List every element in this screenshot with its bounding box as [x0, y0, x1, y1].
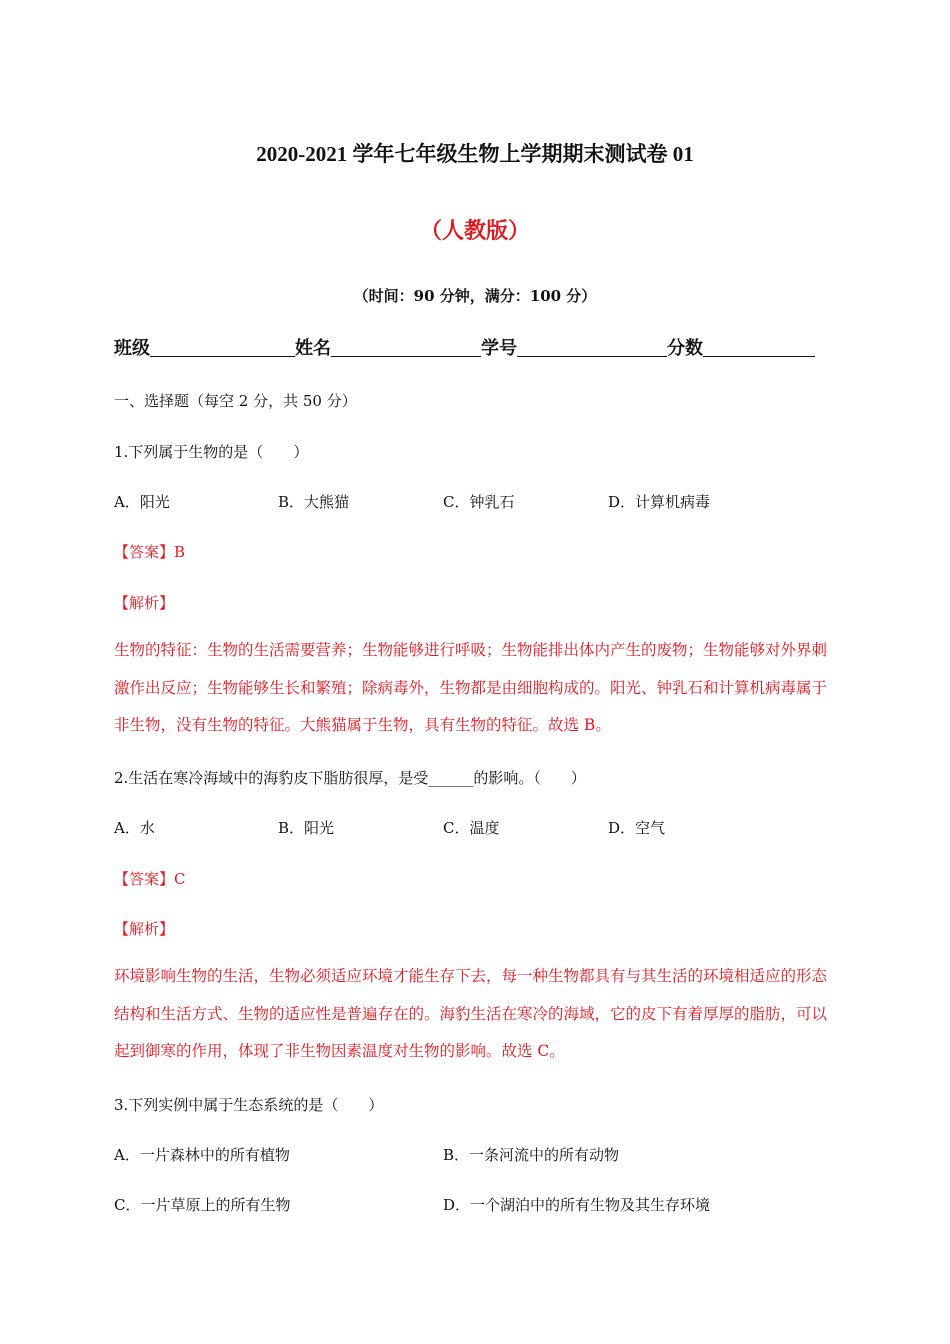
- question-1-option-d[interactable]: D．计算机病毒: [608, 493, 711, 511]
- score-label: 分数: [667, 338, 703, 359]
- question-3-option-b[interactable]: B．一条河流中的所有动物: [443, 1146, 620, 1164]
- name-label: 姓名: [295, 338, 331, 359]
- exam-subtitle: （人教版）: [419, 218, 530, 244]
- question-1-option-a[interactable]: A．阳光: [114, 493, 170, 511]
- question-1-stem: 1.下列属于生物的是（ ）: [114, 443, 309, 461]
- question-1-answer: 【答案】B: [114, 543, 186, 561]
- score-blank[interactable]: [703, 338, 815, 357]
- question-2-analysis-label: 【解析】: [114, 920, 175, 938]
- exam-title: 2020-2021 学年七年级生物上学期期末测试卷 01: [256, 142, 694, 166]
- name-blank[interactable]: [331, 338, 481, 357]
- question-1-option-b[interactable]: B．大熊猫: [278, 493, 350, 511]
- question-2-answer: 【答案】C: [114, 870, 186, 888]
- class-label: 班级: [114, 338, 150, 359]
- question-1-analysis-label: 【解析】: [114, 594, 175, 612]
- question-3-option-a[interactable]: A．一片森林中的所有植物: [114, 1146, 290, 1164]
- question-2-option-b[interactable]: B．阳光: [278, 819, 335, 837]
- question-3-option-d[interactable]: D．一个湖泊中的所有生物及其生存环境: [443, 1196, 711, 1214]
- question-2-explanation: 环境影响生物的生活，生物必须适应环境才能生存下去，每一种生物都具有与其生活的环境相适应的形态结构和生活方式、生物的适应性是普遍存在的。海豹生活在寒冷的海域，它的皮下有着厚厚的脂肪，可以起到御寒的作用，体现了非生物因素温度对生物的影响。故选 C。: [114, 967, 828, 1060]
- id-blank[interactable]: [517, 338, 667, 357]
- question-3-stem: 3.下列实例中属于生态系统的是（ ）: [114, 1096, 384, 1114]
- question-2-option-a[interactable]: A．水: [114, 819, 155, 837]
- class-blank[interactable]: [150, 338, 295, 357]
- id-label: 学号: [481, 338, 517, 359]
- time-info: （时间：90 分钟，满分：100 分）: [353, 287, 597, 305]
- question-1-explanation: 生物的特征：生物的生活需要营养；生物能够进行呼吸；生物能排出体内产生的废物；生物能够对外界刺激作出反应；生物能够生长和繁殖；除病毒外，生物都是由细胞构成的。阳光、钟乳石和计算机病毒属于非生物，没有生物的特征。大熊猫属于生物，具有生物的特征。故选 B。: [114, 641, 828, 734]
- student-info-line: [114, 334, 815, 360]
- question-2-option-d[interactable]: D．空气: [608, 819, 666, 837]
- question-2-stem: 2.生活在寒冷海域中的海豹皮下脂肪很厚，是受______的影响。（ ）: [114, 769, 586, 787]
- question-2-option-c[interactable]: C．温度: [443, 819, 500, 837]
- section-heading: 一、选择题（每空 2 分，共 50 分）: [114, 392, 357, 410]
- question-3-option-c[interactable]: C．一片草原上的所有生物: [114, 1196, 291, 1214]
- question-1-option-c[interactable]: C．钟乳石: [443, 493, 515, 511]
